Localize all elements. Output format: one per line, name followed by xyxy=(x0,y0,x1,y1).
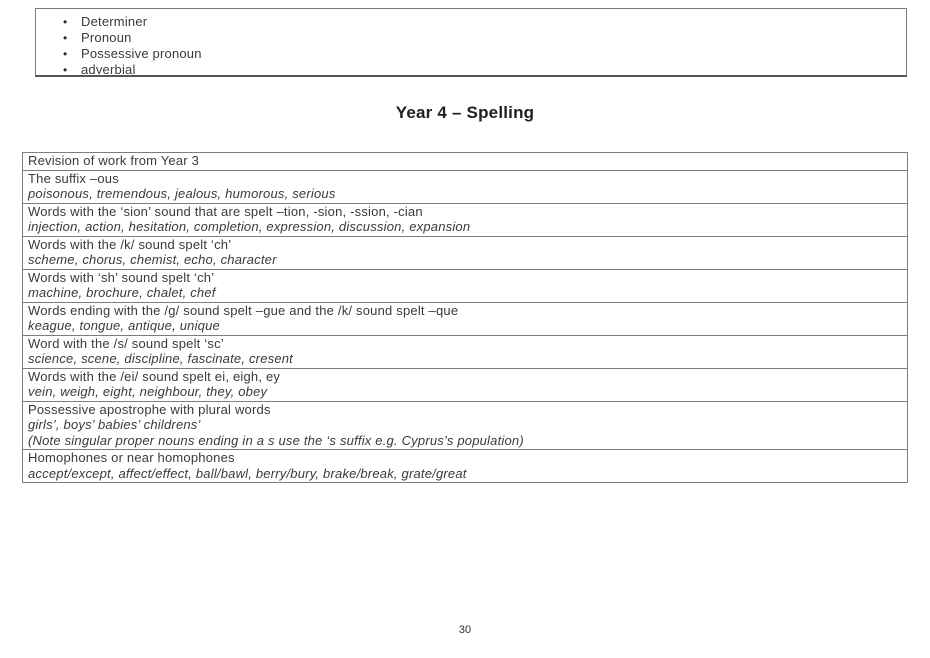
grammar-terms-list xyxy=(36,14,906,78)
row-title: Homophones or near homophones xyxy=(28,450,235,465)
row-examples: scheme, chorus, chemist, echo, character xyxy=(28,252,277,267)
row-title: Revision of work from Year 3 xyxy=(28,153,200,168)
page-title: Year 4 – Spelling xyxy=(395,103,535,122)
table-row xyxy=(23,335,908,368)
spelling-table xyxy=(22,152,908,483)
row-title: Words with the /k/ sound spelt ‘ch’ xyxy=(28,236,232,252)
row-examples: science, scene, discipline, fascinate, cresent xyxy=(28,351,293,366)
row-title: Word with the /s/ sound spelt ‘sc’ xyxy=(28,335,224,351)
row-title: The suffix –ous xyxy=(28,170,119,186)
list-item xyxy=(63,14,906,30)
table-row xyxy=(23,401,908,450)
list-item xyxy=(63,62,906,78)
table-row xyxy=(23,450,908,483)
list-item-text: adverbial xyxy=(81,62,136,77)
bullet-icon: • xyxy=(63,15,68,29)
list-item-text: Determiner xyxy=(81,14,148,29)
row-title: Words ending with the /g/ sound spelt –gue and the /k/ sound spelt –que xyxy=(28,302,459,318)
list-item xyxy=(63,46,906,62)
row-examples: vein, weigh, eight, neighbour, they, obey xyxy=(28,384,268,399)
table-row xyxy=(23,368,908,401)
row-title: Words with the /ei/ sound spelt ei, eigh, ey xyxy=(28,368,281,384)
page-number: 30 xyxy=(458,624,472,636)
bullet-icon: • xyxy=(63,31,68,45)
table-row xyxy=(23,170,908,203)
bullet-icon: • xyxy=(63,47,68,61)
table-row xyxy=(23,153,908,171)
list-item-text: Pronoun xyxy=(81,30,132,45)
row-examples: keague, tongue, antique, unique xyxy=(28,318,220,333)
row-examples: accept/except, affect/effect, ball/bawl, berry/bury, brake/break, grate/great xyxy=(28,465,467,481)
list-item xyxy=(63,30,906,46)
row-title: Words with the ‘sion’ sound that are spelt –tion, -sion, -ssion, -cian xyxy=(28,203,423,219)
row-examples-note: (Note singular proper nouns ending in a s use the ‘s suffix e.g. Cyprus’s population) xyxy=(28,432,524,448)
page-footer xyxy=(0,624,930,636)
list-item-text: Possessive pronoun xyxy=(81,46,202,61)
row-examples: girls’, boys’ babies’ childrens’ xyxy=(28,417,201,432)
bullet-icon: • xyxy=(63,63,68,77)
row-examples: injection, action, hesitation, completion, expression, discussion, expansion xyxy=(28,219,471,234)
table-row xyxy=(23,269,908,302)
table-row xyxy=(23,203,908,236)
row-examples: machine, brochure, chalet, chef xyxy=(28,285,216,300)
row-title: Possessive apostrophe with plural words xyxy=(28,401,271,417)
table-row xyxy=(23,236,908,269)
grammar-terms-box xyxy=(35,8,907,77)
row-title: Words with ‘sh’ sound spelt ‘ch’ xyxy=(28,269,215,285)
row-examples: poisonous, tremendous, jealous, humorous, serious xyxy=(28,186,336,201)
table-row xyxy=(23,302,908,335)
